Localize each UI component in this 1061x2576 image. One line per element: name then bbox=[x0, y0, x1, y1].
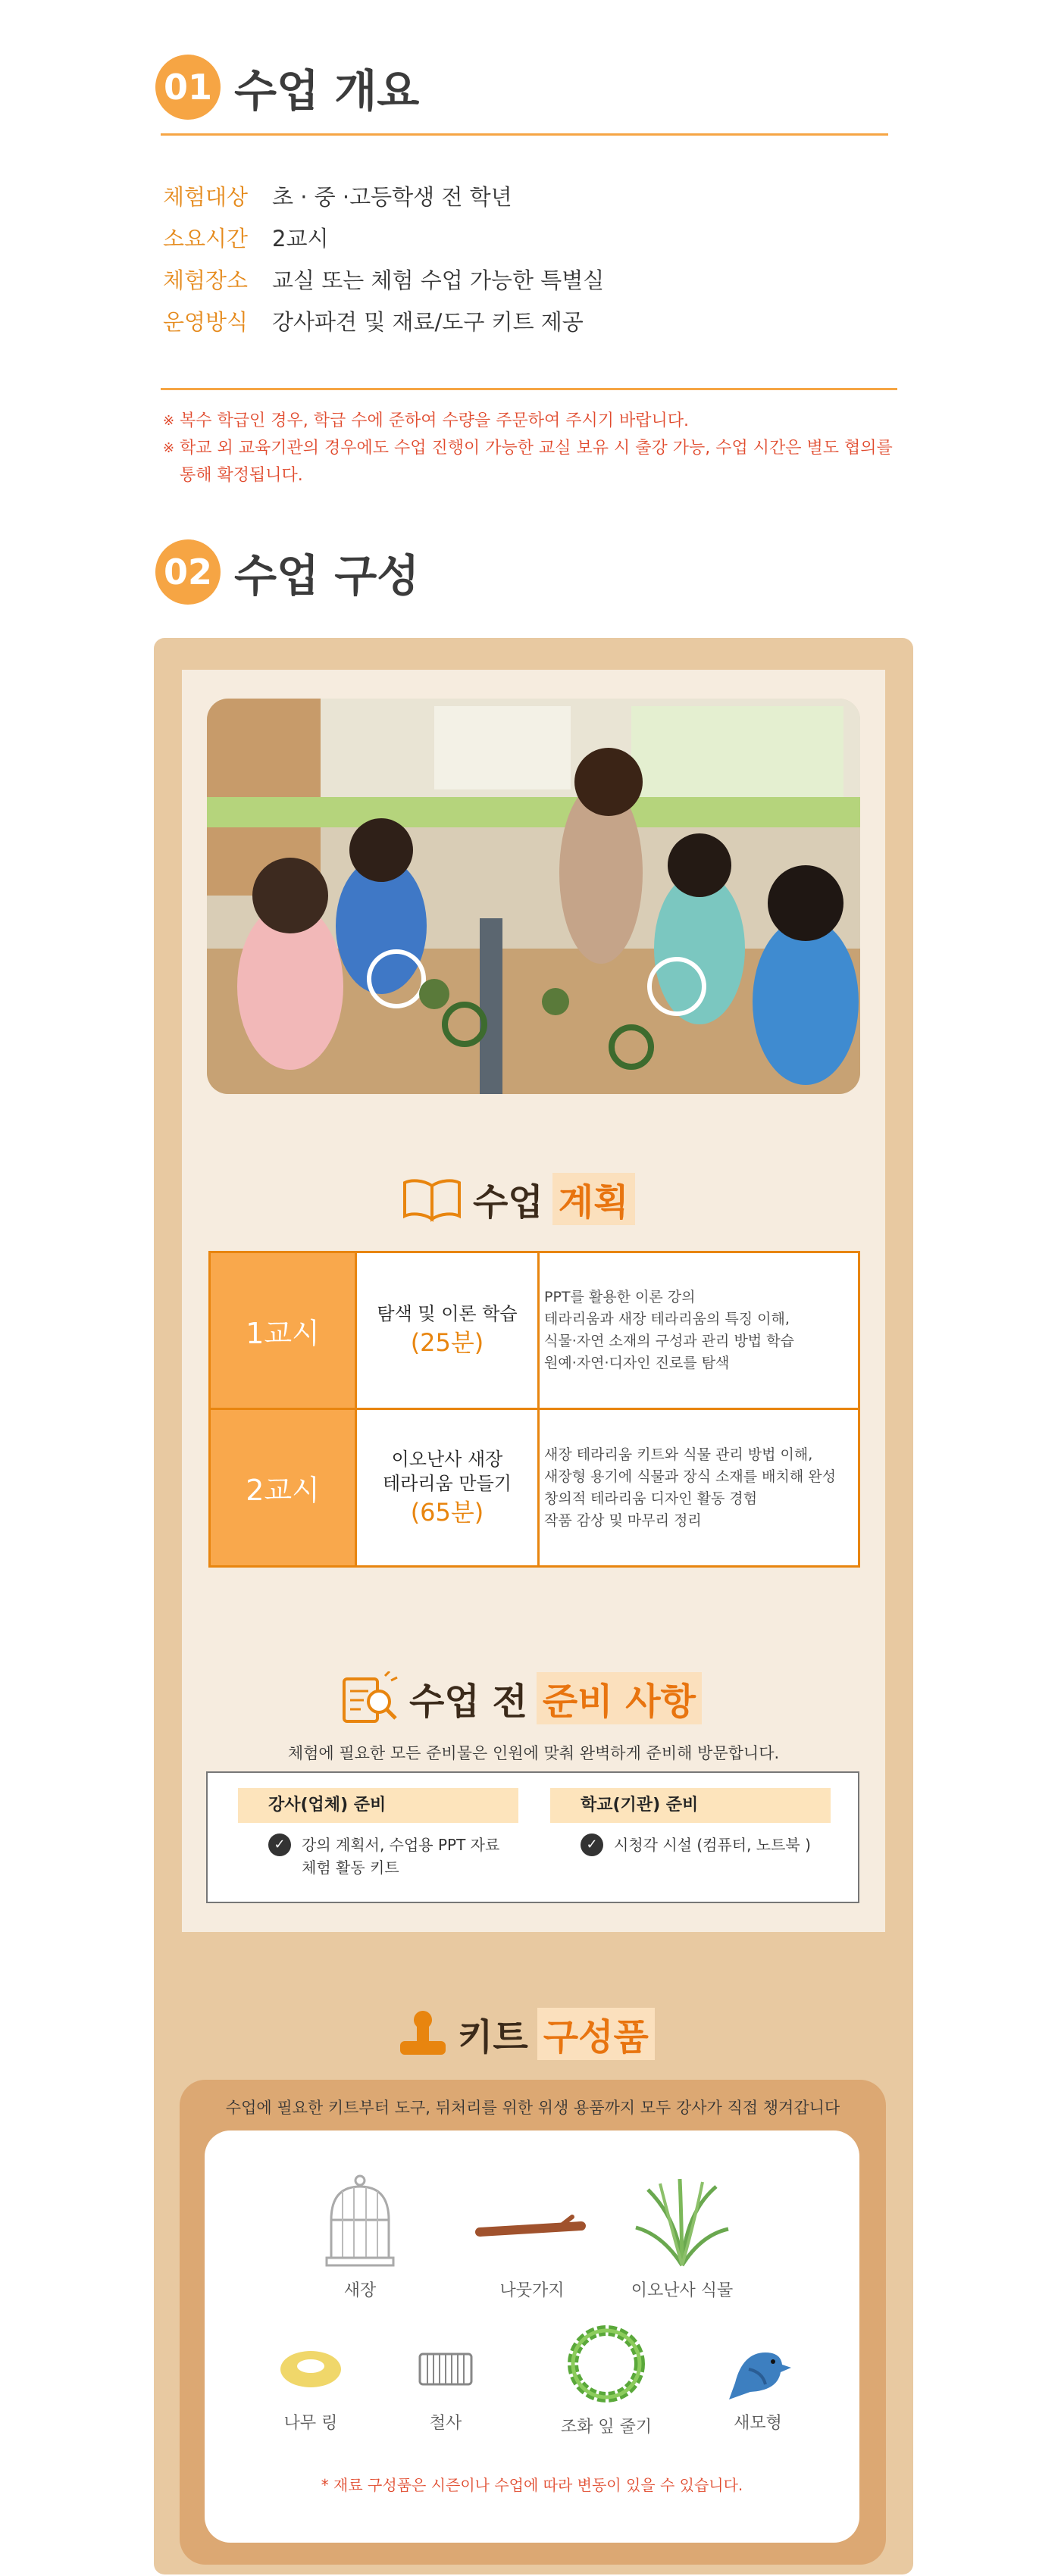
overview-value: 강사파견 및 재료/도구 키트 제공 bbox=[272, 309, 584, 335]
section-number-badge: 02 bbox=[155, 539, 221, 605]
overview-row bbox=[163, 182, 512, 212]
plan-minutes: (25분) bbox=[410, 1328, 484, 1357]
prep-column-instructor bbox=[238, 1788, 518, 1879]
overview-label: 체험대상 bbox=[163, 184, 249, 210]
wood-ring-icon bbox=[273, 2330, 349, 2406]
bird-figure-icon bbox=[720, 2330, 796, 2406]
plan-detail-line: 작품 감상 및 마무리 정리 bbox=[544, 1512, 702, 1529]
kit-item-label: 새모형 bbox=[734, 2414, 782, 2433]
kit-item-label: 새장 bbox=[343, 2281, 377, 2300]
overview-row bbox=[163, 307, 584, 337]
prep-column-header: 학교(기관) 준비 bbox=[550, 1788, 831, 1823]
kit-subtitle: 수업에 필요한 키트부터 도구, 뒤처리를 위한 위생 용품까지 모두 강사가 직접 챙겨갑니다 bbox=[225, 2099, 840, 2117]
notice-list bbox=[163, 408, 906, 489]
plan-title-highlight: 계획 bbox=[552, 1173, 635, 1225]
kit-item bbox=[277, 2174, 443, 2301]
birdcage-icon bbox=[322, 2174, 398, 2273]
kit-item bbox=[362, 2330, 529, 2434]
plan-table bbox=[208, 1251, 860, 1568]
note-mark: ※ bbox=[163, 413, 175, 429]
checklist-search-icon bbox=[341, 1671, 399, 1724]
section-title: 수업 개요 bbox=[234, 65, 420, 117]
plan-topic-cell bbox=[355, 1410, 540, 1565]
overview-row bbox=[163, 224, 328, 254]
plan-topic: 이오난사 새장 bbox=[391, 1448, 503, 1470]
prep-column-school bbox=[550, 1788, 831, 1856]
prep-item bbox=[268, 1834, 518, 1879]
leaf-wreath-icon bbox=[561, 2318, 652, 2409]
plan-minutes: (65분) bbox=[410, 1497, 484, 1527]
check-icon: ✓ bbox=[581, 1834, 603, 1856]
kit-item-label: 철사 bbox=[429, 2414, 462, 2433]
divider bbox=[161, 133, 888, 136]
kit-heading bbox=[396, 2008, 655, 2060]
branch-icon bbox=[475, 2174, 589, 2273]
note-mark: ※ bbox=[163, 440, 175, 456]
plan-heading bbox=[402, 1173, 635, 1225]
prep-item-text: 체험 활동 키트 bbox=[302, 1859, 399, 1877]
prep-subtitle: 체험에 필요한 모든 준비물은 인원에 맞춰 완벽하게 준비해 방문합니다. bbox=[287, 1744, 780, 1762]
section-02-header bbox=[155, 539, 419, 605]
kit-title-highlight: 구성품 bbox=[537, 2008, 655, 2060]
prep-box bbox=[206, 1771, 859, 1903]
plan-details bbox=[544, 1410, 855, 1565]
prep-column-header: 강사(업체) 준비 bbox=[238, 1788, 518, 1823]
plan-detail-line: PPT를 활용한 이론 강의 bbox=[544, 1289, 696, 1305]
plan-detail-line: 창의적 테라리움 디자인 활동 경험 bbox=[544, 1490, 758, 1507]
class-photo bbox=[207, 699, 860, 1094]
plan-topic: 테라리움 만들기 bbox=[383, 1472, 512, 1494]
kit-item-label: 조화 잎 줄기 bbox=[560, 2418, 653, 2437]
plan-period: 2교시 bbox=[211, 1410, 355, 1565]
prep-title-highlight: 준비 사항 bbox=[537, 1672, 702, 1724]
notice-text: 학교 외 교육기관의 경우에도 수업 진행이 가능한 교실 보유 시 출강 가능, 수업 시간은 별도 협의를 통해 확정됩니다. bbox=[180, 439, 893, 485]
plan-detail-line: 테라리움과 새장 테라리움의 특징 이해, bbox=[544, 1311, 790, 1327]
kit-item-label: 나뭇가지 bbox=[499, 2281, 565, 2300]
plan-row bbox=[211, 1253, 858, 1410]
plan-detail-line: 새장형 용기에 식물과 장식 소재를 배치해 완성 bbox=[544, 1468, 836, 1485]
kit-note: * 재료 구성품은 시즌이나 수업에 따라 변동이 있을 수 있습니다. bbox=[321, 2476, 743, 2494]
wire-icon bbox=[408, 2330, 484, 2406]
prep-heading bbox=[341, 1671, 702, 1724]
notice-item bbox=[163, 435, 906, 489]
section-number-badge: 01 bbox=[155, 55, 221, 120]
notice-item bbox=[163, 408, 906, 435]
plan-topic: 탐색 및 이론 학습 bbox=[377, 1303, 518, 1324]
overview-value: 2교시 bbox=[272, 226, 329, 252]
plan-details bbox=[544, 1253, 855, 1408]
overview-label: 운영방식 bbox=[163, 309, 249, 335]
overview-row bbox=[163, 265, 604, 295]
stamp-icon bbox=[396, 2009, 450, 2059]
prep-item bbox=[581, 1834, 831, 1856]
open-book-icon bbox=[402, 1177, 462, 1222]
plan-topic-cell bbox=[355, 1253, 540, 1408]
notice-text: 복수 학급인 경우, 학급 수에 준하여 수량을 주문하여 주시기 바랍니다. bbox=[180, 411, 689, 430]
overview-label: 소요시간 bbox=[163, 226, 249, 252]
divider bbox=[161, 388, 897, 390]
plan-period: 1교시 bbox=[211, 1253, 355, 1408]
plan-detail-line: 새장 테라리움 키트와 식물 관리 방법 이해, bbox=[544, 1446, 813, 1463]
prep-item-text: 강의 계획서, 수업용 PPT 자료 bbox=[302, 1836, 500, 1854]
section-title: 수업 구성 bbox=[234, 550, 420, 602]
overview-value: 교실 또는 체험 수업 가능한 특별실 bbox=[272, 267, 605, 293]
classroom-illustration bbox=[207, 699, 860, 1094]
overview-value: 초 · 중 ·고등학생 전 학년 bbox=[272, 184, 512, 210]
plan-title-dark: 수업 bbox=[473, 1181, 543, 1224]
kit-item bbox=[674, 2330, 841, 2434]
plan-row bbox=[211, 1410, 858, 1565]
plan-detail-line: 원예·자연·디자인 진로를 탐색 bbox=[544, 1355, 730, 1371]
section-01-header bbox=[155, 55, 419, 120]
kit-item-label: 나무 링 bbox=[283, 2414, 338, 2433]
prep-title-dark: 수업 전 bbox=[409, 1680, 527, 1723]
air-plant-icon bbox=[633, 2174, 731, 2273]
overview-label: 체험장소 bbox=[163, 267, 249, 293]
kit-item-label: 이오난사 식물 bbox=[631, 2281, 734, 2300]
kit-item bbox=[523, 2318, 690, 2437]
prep-item-text: 시청각 시설 (컴퓨터, 노트북 ) bbox=[614, 1836, 811, 1854]
kit-title-dark: 키트 bbox=[458, 2016, 528, 2059]
kit-item bbox=[599, 2174, 765, 2301]
check-icon: ✓ bbox=[268, 1834, 291, 1856]
plan-detail-line: 식물·자연 소재의 구성과 관리 방법 학습 bbox=[544, 1333, 794, 1349]
kit-item bbox=[449, 2174, 615, 2301]
